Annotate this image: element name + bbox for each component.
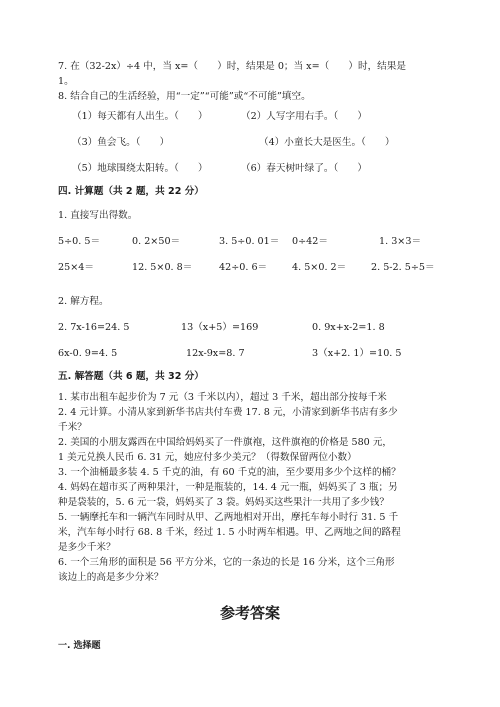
q7-line2: 1。 [58,76,74,87]
calc-r1-c3: 3. 5÷0. 01＝ [219,236,280,247]
s5-line-9: 5. 一辆摩托车和一辆汽车同时从甲、乙两地相对开出，摩托车每小时行 31. 5 千 [58,512,399,523]
eq-r2-c2: 12x-9x=8. 7 [186,348,245,359]
q8-item-6: （6）春天树叶绿了。（ ） [241,163,368,174]
calc-r2-c2: 12. 5×0. 8＝ [132,262,193,273]
q8-item-3: （3）鱼会飞。（ ） [72,137,170,148]
calc-r1-c4: 0÷42＝ [292,236,328,247]
section4-q2: 2. 解方程。 [58,296,109,307]
s5-line-2: 2. 4 元计算。小清从家到新华书店共付车费 17. 8 元，小清家到新华书店有多少 [58,407,398,418]
section4-q1: 1. 直接写出得数。 [58,210,138,221]
q8-item-1: （1）每天都有人出生。（ ） [72,111,208,122]
q7-line1: 7. 在（32-2x）÷4 中，当 x=（ ）时，结果是 0；当 x=（ ）时，结果是 [58,61,406,72]
q8-item-4: （4）小童长大是医生。（ ） [259,137,395,148]
calc-r2-c3: 42÷0. 6＝ [219,262,268,273]
calc-r2-c1: 25×4＝ [58,262,94,273]
q8-item-5: （5）地球围绕太阳转。（ ） [72,163,208,174]
s5-line-5: 1 美元兑换人民币 6. 31 元，她应付多少美元？（得数保留两位小数） [58,452,357,463]
calc-r1-c1: 5÷0. 5＝ [58,236,101,247]
calc-r2-c5: 2. 5-2. 5÷5＝ [371,262,435,273]
s5-line-1: 1. 某市出租车起步价为 7 元（3 千米以内），超过 3 千米，超出部分按每千米 [58,392,387,403]
calc-r2-c4: 4. 5×0. 2＝ [292,262,347,273]
eq-r1-c3: 0. 9x+x-2=1. 8 [312,322,385,333]
eq-r2-c3: 3（x+2. 1）=10. 5 [312,348,402,359]
eq-r2-c1: 6x-0. 9=4. 5 [58,348,118,359]
eq-r1-c1: 2. 7x-16=24. 5 [58,322,130,333]
s5-line-3: 千米？ [58,422,87,433]
q8-prompt: 8. 结合自己的生活经验，用“一定”“可能”或“不可能”填空。 [58,91,311,102]
calc-r1-c5: 1. 3×3＝ [379,236,422,247]
s5-line-4: 2. 美国的小朋友露西在中国给妈妈买了一件旗袍，这件旗袍的价格是 580 元， [58,437,393,448]
section4-heading: 四. 计算题（共 2 题，共 22 分） [58,186,204,197]
s5-line-11: 是多少千米？ [58,542,116,553]
s5-line-10: 米，汽车每小时行 68. 8 千米，经过 1. 5 小时两车相遇。甲、乙两地之间的路程 [58,527,401,538]
eq-r1-c2: 13（x+5）=169 [181,322,259,333]
s5-line-6: 3. 一个油桶最多装 4. 5 千克的油，有 60 千克的油，至少要用多少个这样的桶？ [58,467,401,478]
s5-line-13: 该边上的高是多少分米？ [58,572,164,583]
section5-heading: 五. 解答题（共 6 题，共 32 分） [58,371,204,382]
calc-r1-c2: 0. 2×50＝ [132,236,181,247]
s5-line-12: 6. 一个三角形的面积是 56 平方分米，它的一条边的长是 16 分米，这个三角形 [58,557,395,568]
q8-item-2: （2）人写字用右手。（ ） [241,111,368,122]
answers-title: 参考答案 [220,604,281,622]
s5-line-8: 种是袋装的，5. 6 元一袋，妈妈买了 3 袋。妈妈买这些果汁一共用了多少钱？ [58,497,389,508]
answers-subheading: 一. 选择题 [58,641,101,651]
s5-line-7: 4. 妈妈在超市买了两种果汁，一种是瓶装的，14. 4 元一瓶，妈妈买了 3 瓶；另 [58,482,398,493]
